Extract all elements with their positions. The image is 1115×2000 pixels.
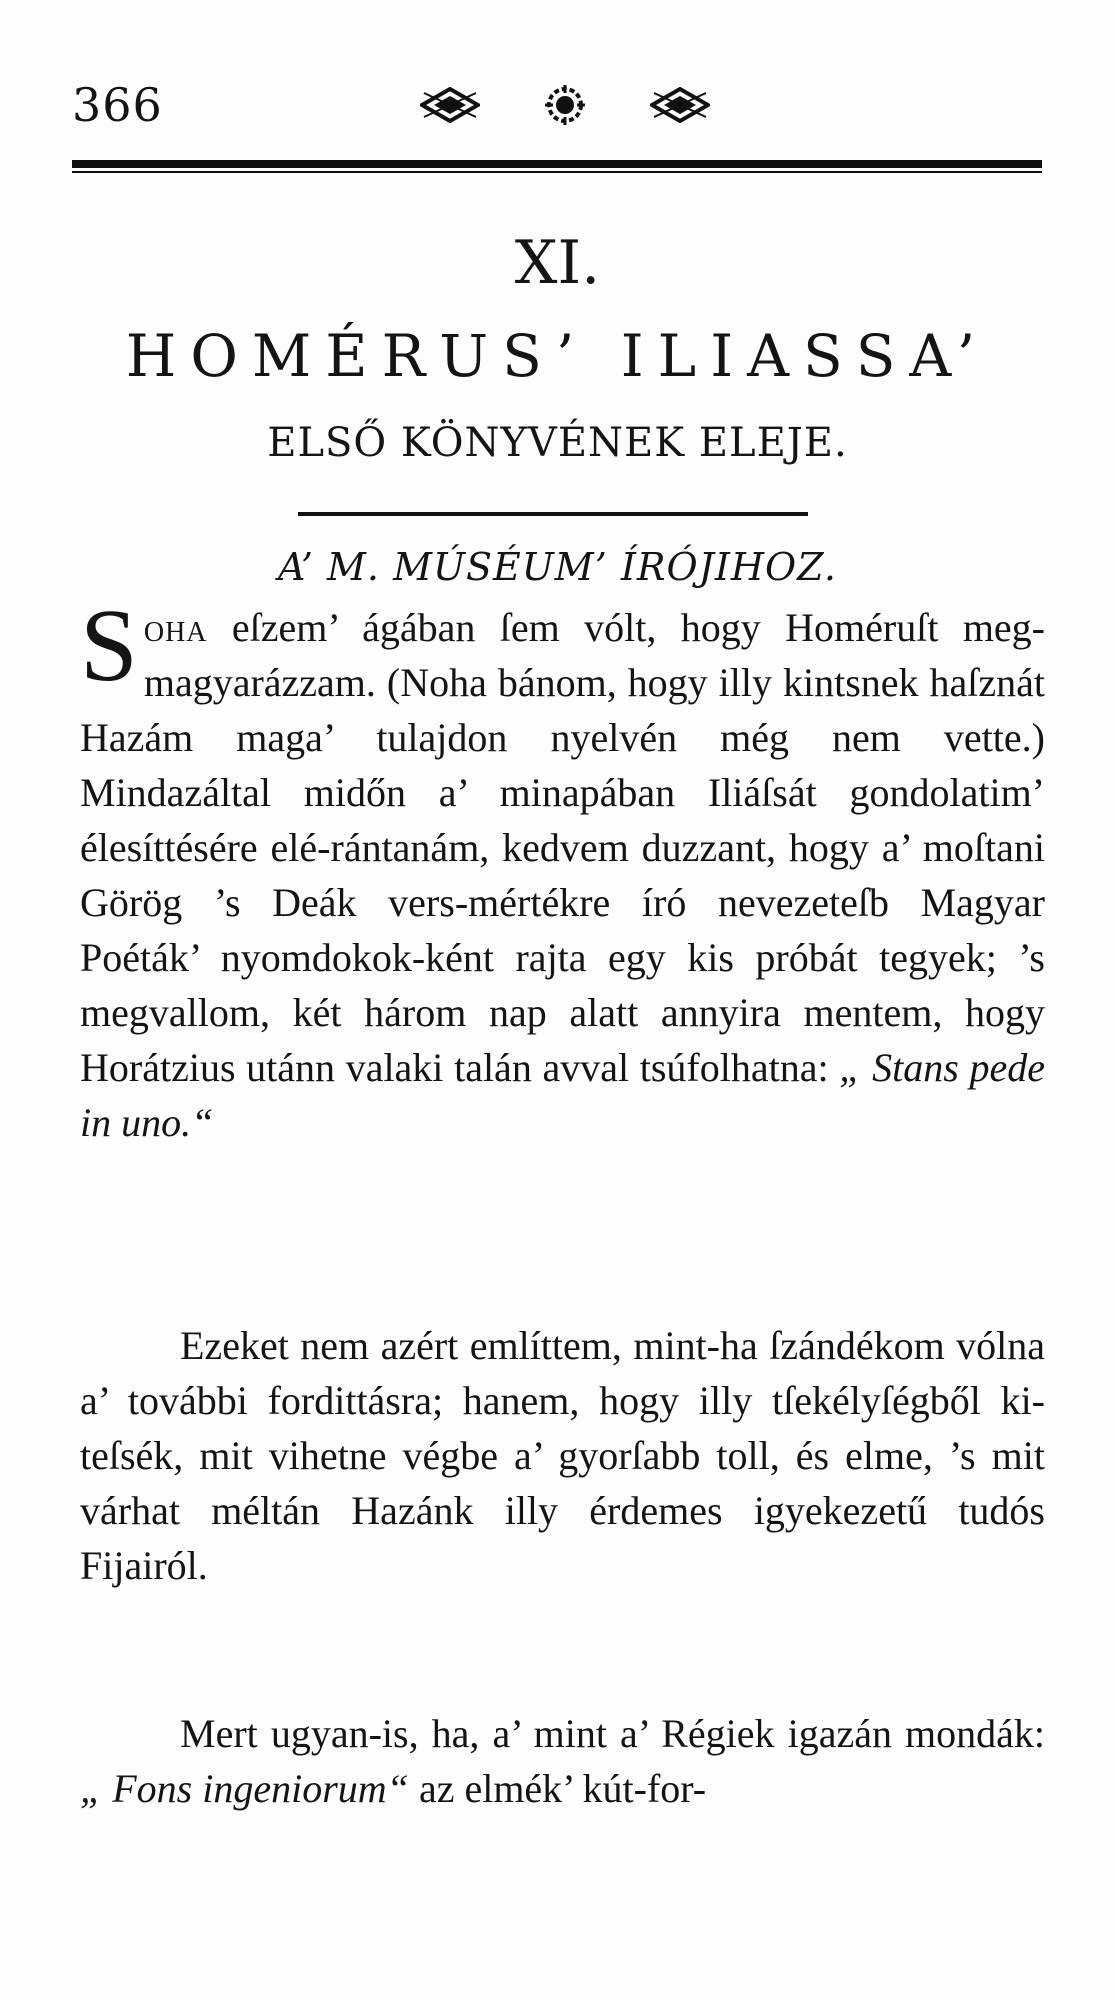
section-rule: [298, 512, 808, 516]
paragraph-2-text: Ezeket nem azért említtem, mint-ha ſzándékom vólna a’ további fordittásra; hanem, hogy illy tſekélyſégből ki-teſsék, mit vihetne végbe a’ gyorſabb toll, és elme, ’s mit várhat méltán Hazánk illy érdemes igyekezetű tudós Fijairól.: [80, 1323, 1045, 1588]
paragraph-3-text-a: Mert ugyan-is, ha, a’ mint a’ Régiek igazán mondák:: [180, 1711, 1045, 1756]
latin-quote: „ Stans pede in uno.“: [80, 1045, 1045, 1145]
paragraph-3: [80, 1706, 1045, 1816]
paragraph-2: [80, 1318, 1045, 1593]
paragraph-3-text-b: az elmék’ kút-for-: [408, 1766, 707, 1811]
paragraph-1-smallcaps: oha: [143, 605, 208, 650]
header-rule: [72, 160, 1042, 173]
diamond-ornament-icon: [650, 87, 710, 123]
chapter-title: HOMÉRUS’ ILIASSA’: [125, 322, 990, 390]
flower-ornament-icon: [543, 83, 587, 127]
dedication-line: A’ M. MÚSÉUM’ ÍRÓJIHOZ.: [277, 545, 837, 589]
page-number: 366: [72, 78, 163, 132]
chapter-number: XI.: [514, 228, 601, 298]
diamond-ornament-icon: [420, 87, 480, 123]
paragraph-1-text: eſzem’ ágában ſem vólt, hogy Homéruſt meg-magyarázzam. (Noha bánom, hogy illy kintsnek haſznát Hazám maga’ tulajdon nyelvén még nem vette.) Mindazáltal midőn a’ minapában Iliáſsát gondolatim’ élesíttésére elé-rántanám, kedvem duzzant, hogy a’ moſtani Görög ’s Deák vers-mértékre író nevezeteſb Magyar Poéták’ nyomdokok-ként rajta egy kis próbát tegyek; ’s megvallom, két három nap alatt annyira mentem, hogy Horátzius utánn valaki talán avval tsúfolhatna:: [80, 605, 1045, 1090]
paragraph-1: [80, 588, 1045, 1150]
latin-quote-2: „ Fons ingeniorum“: [80, 1766, 409, 1811]
chapter-subtitle: ELSŐ KÖNYVÉNEK ELEJE.: [267, 420, 848, 466]
drop-cap: S: [80, 588, 138, 703]
header-ornament: [420, 80, 710, 130]
